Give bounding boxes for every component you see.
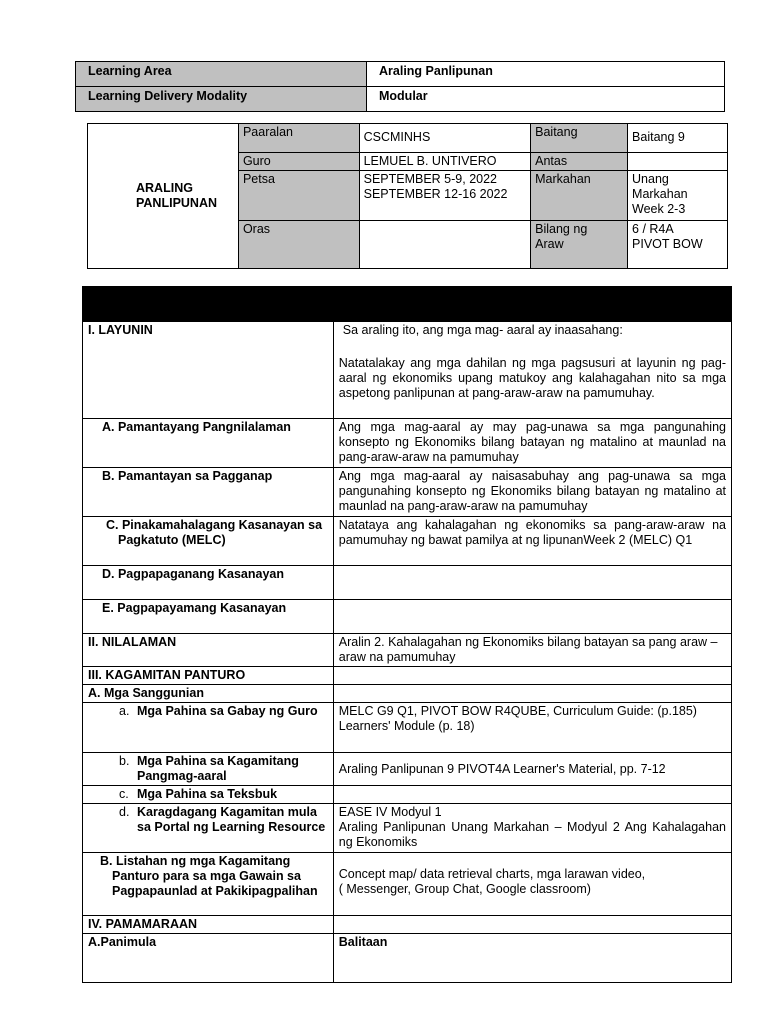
pagpapayamang-label: E. Pagpapayamang Kasanayan	[83, 600, 334, 634]
pangnilalaman-label: A. Pamantayang Pangnilalaman	[83, 419, 334, 468]
pangmag-aaral-text: Araling Panlipunan 9 PIVOT4A Learner's Material, pp. 7-12	[333, 753, 731, 786]
layunin-content	[333, 322, 731, 419]
pagganap-row	[83, 468, 732, 517]
kagamitan-label: III. KAGAMITAN PANTURO	[83, 667, 334, 685]
listahan-text-1: Concept map/ data retrieval charts, mga larawan video,	[338, 867, 646, 881]
listahan-row	[83, 853, 732, 916]
panimula-label: A.Panimula	[83, 934, 334, 983]
panimula-text: Balitaan	[333, 934, 731, 983]
guro-value: LEMUEL B. UNTIVERO	[359, 153, 531, 171]
bilang-label: Bilang ng Araw	[531, 221, 628, 269]
panimula-row	[83, 934, 732, 983]
sanggunian-value	[333, 685, 731, 703]
guro-label: Guro	[238, 153, 359, 171]
pagganap-text: Ang mga mag-aaral ay naisasabuhay ang pag-unawa sa mga pangunahing konsepto ng Ekonomiks bilang batayan ng matalino at maunlad na pang-araw-araw na pamumuhay	[333, 468, 731, 517]
oras-value	[359, 221, 531, 269]
table-header-row	[83, 287, 732, 322]
pamamaraan-label: IV. PAMAMARAAN	[83, 916, 334, 934]
pagpapaganang-row	[83, 566, 732, 600]
baitang-label: Baitang	[531, 124, 628, 153]
paaralan-value: CSCMINHS	[359, 124, 531, 153]
pagpapayamang-row	[83, 600, 732, 634]
portal-row	[83, 804, 732, 853]
pangnilalaman-text: Ang mga mag-aaral ay may pag-unawa sa mga pangunahing konsepto ng Ekonomiks bilang batayan ng matalino at maunlad na pang-araw-araw na pamumuhay	[333, 419, 731, 468]
listahan-label: B. Listahan ng mga Kagamitang Panturo para sa mga Gawain sa Pagpapaunlad at Pakikipagpalihan	[83, 853, 334, 916]
petsa-value-2: SEPTEMBER 12-16 2022	[363, 187, 508, 201]
paaralan-label: Paaralan	[238, 124, 359, 153]
portal-label: d. Karagdagang Kagamitan mula sa Portal ng Learning Resource	[83, 804, 334, 853]
portal-text-1: EASE IV Modyul 1	[338, 805, 442, 819]
petsa-label: Petsa	[238, 171, 359, 221]
pagpapayamang-value	[333, 600, 731, 634]
petsa-value-1: SEPTEMBER 5-9, 2022	[363, 172, 498, 186]
melc-text: Natataya ang kahalagahan ng ekonomiks sa pang-araw-araw na pamumuhay ng bawat pamilya at ng lipunanWeek 2 (MELC) Q1	[333, 517, 731, 566]
gabay-label: a. Mga Pahina sa Gabay ng Guro	[83, 703, 334, 753]
sanggunian-label: A. Mga Sanggunian	[83, 685, 334, 703]
melc-label: C. Pinakamahalagang Kasanayan sa Pagkatuto (MELC)	[83, 517, 334, 566]
markahan-value: Unang Markahan Week 2-3	[628, 171, 728, 221]
modality-label: Learning Delivery Modality	[76, 87, 367, 112]
oras-label: Oras	[238, 221, 359, 269]
gabay-text-1: MELC G9 Q1, PIVOT BOW R4QUBE, Curriculum Guide: (p.185)	[338, 704, 697, 718]
modality-row	[76, 87, 725, 112]
layunin-label: I. LAYUNIN	[83, 322, 334, 419]
bilang-value: 6 / R4A PIVOT BOW	[628, 221, 728, 269]
gabay-text-2: Learners' Module (p. 18)	[338, 719, 475, 733]
teksbuk-label: c. Mga Pahina sa Teksbuk	[83, 786, 334, 804]
pagganap-label: B. Pamantayan sa Pagganap	[83, 468, 334, 517]
layunin-text: Natatalakay ang mga dahilan ng mga pagsusuri at layunin ng pag-aaral ng ekonomiks upang matukoy ang kalahagahan nito sa mga aspetong panlipunan at pang-araw-araw na pamumuhay.	[338, 356, 726, 400]
learning-area-label: Learning Area	[76, 62, 367, 87]
layunin-row	[83, 322, 732, 419]
header-table	[87, 123, 728, 269]
header-cell	[83, 287, 334, 322]
gabay-text	[333, 703, 731, 753]
antas-label: Antas	[531, 153, 628, 171]
pamamaraan-row	[83, 916, 732, 934]
melc-row	[83, 517, 732, 566]
teksbuk-value	[333, 786, 731, 804]
info-table	[75, 61, 725, 112]
learning-area-value: Araling Panlipunan	[367, 62, 725, 87]
listahan-text	[333, 853, 731, 916]
teksbuk-row	[83, 786, 732, 804]
sanggunian-row	[83, 685, 732, 703]
portal-text	[333, 804, 731, 853]
pagpapaganang-label: D. Pagpapaganang Kasanayan	[83, 566, 334, 600]
markahan-label: Markahan	[531, 171, 628, 221]
lesson-plan-table	[82, 286, 732, 983]
kagamitan-row	[83, 667, 732, 685]
listahan-text-2: ( Messenger, Group Chat, Google classroom)	[338, 882, 591, 896]
pagpapaganang-value	[333, 566, 731, 600]
baitang-value: Baitang 9	[628, 124, 728, 153]
pangmag-aaral-row	[83, 753, 732, 786]
learning-area-row	[76, 62, 725, 87]
header-cell	[571, 287, 732, 322]
nilalaman-text: Aralin 2. Kahalagahan ng Ekonomiks bilang batayan sa pang araw – araw na pamumuhay	[333, 634, 731, 667]
pamamaraan-value	[333, 916, 731, 934]
pangmag-aaral-label: b. Mga Pahina sa Kagamitang Pangmag-aaral	[83, 753, 334, 786]
nilalaman-label: II. NILALAMAN	[83, 634, 334, 667]
antas-value	[628, 153, 728, 171]
header-cell	[333, 287, 571, 322]
gabay-row	[83, 703, 732, 753]
nilalaman-row	[83, 634, 732, 667]
layunin-intro: Sa araling ito, ang mga mag- aaral ay inaasahang:	[342, 323, 623, 337]
modality-value: Modular	[367, 87, 725, 112]
petsa-value	[359, 171, 531, 221]
pangnilalaman-row	[83, 419, 732, 468]
portal-text-2: Araling Panlipunan Unang Markahan – Modyul 2 Ang Kahalagahan ng Ekonomiks	[338, 820, 726, 849]
subject-title: ARALING PANLIPUNAN	[88, 124, 239, 269]
kagamitan-value	[333, 667, 731, 685]
